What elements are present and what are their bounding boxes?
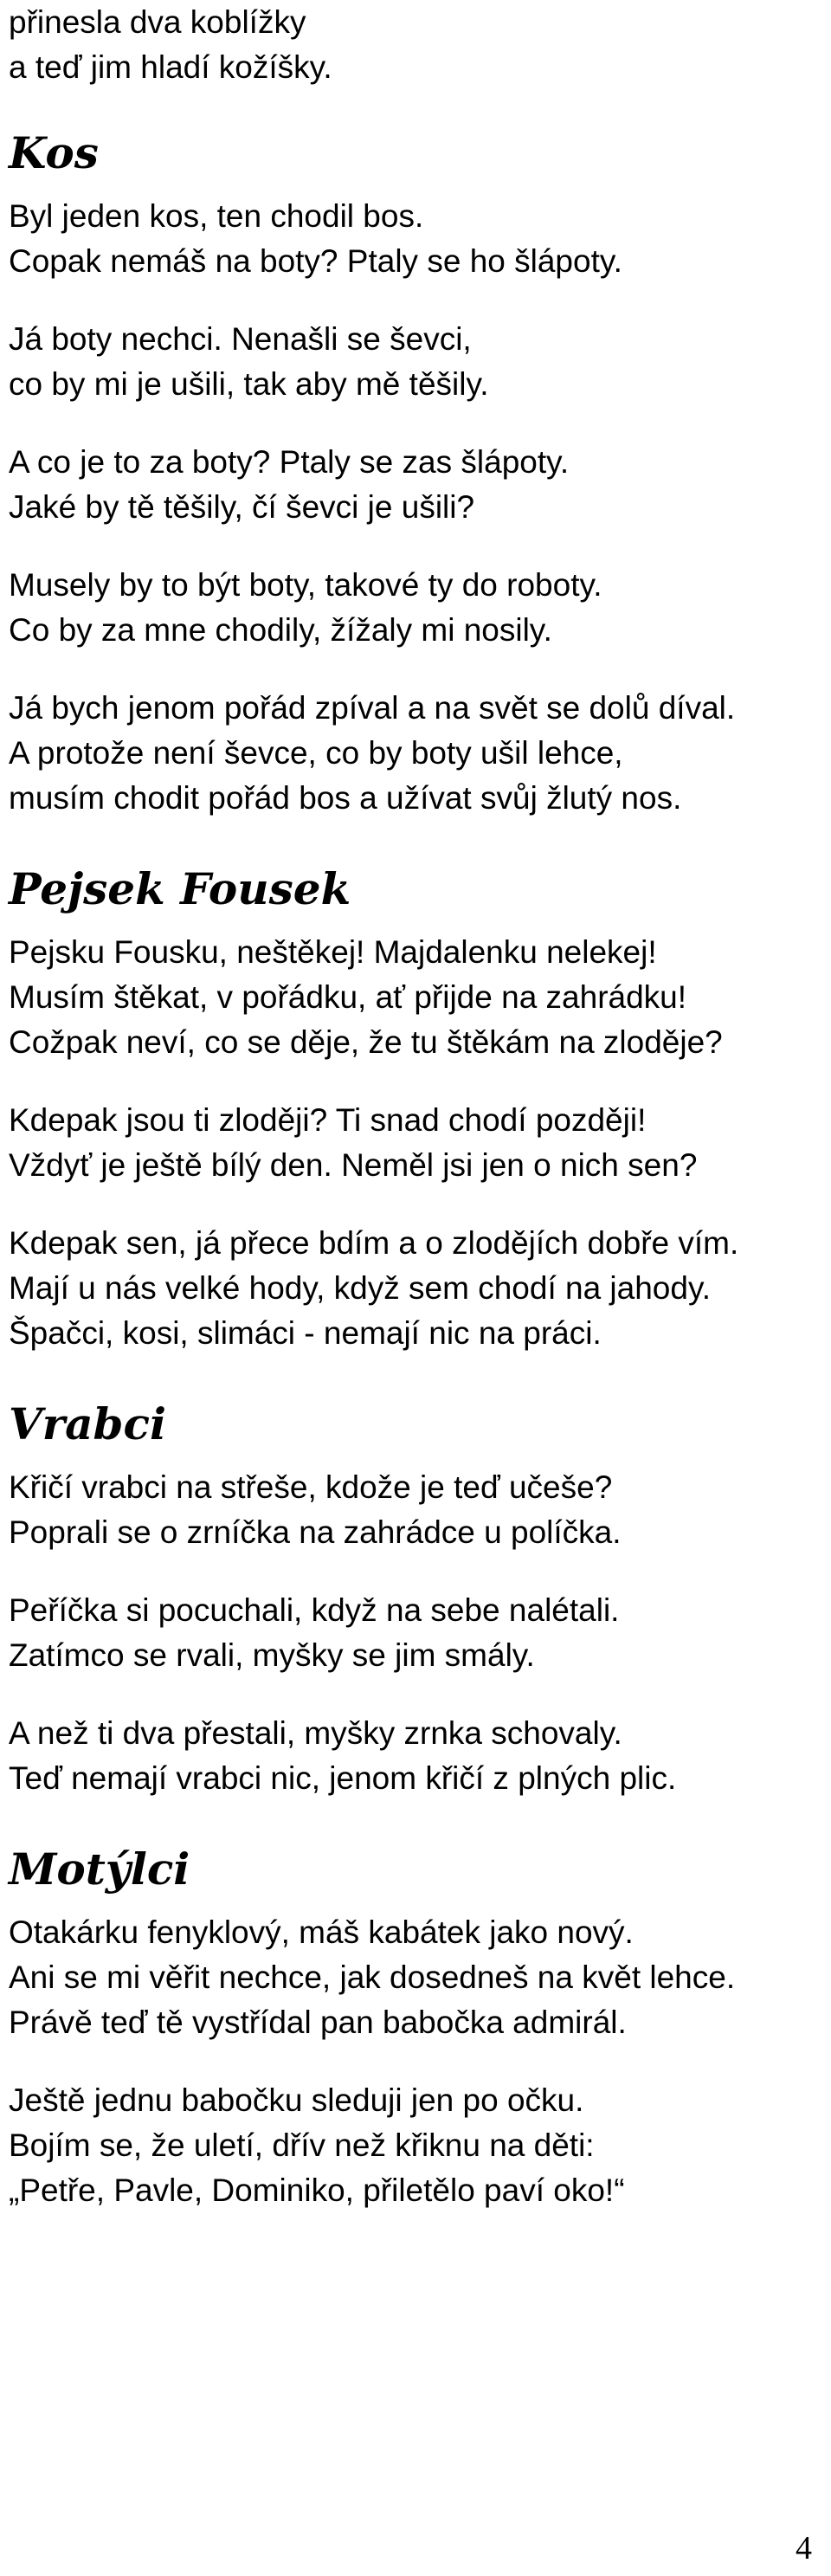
verse-line: Mají u nás velké hody, když sem chodí na jahody. bbox=[9, 1270, 712, 1306]
stanza bbox=[9, 1221, 831, 1356]
verse-line: Špačci, kosi, slimáci - nemají nic na práci. bbox=[9, 1315, 602, 1351]
stanza bbox=[9, 686, 831, 821]
verse-line: Jaké by tě těšily, čí ševci je ušili? bbox=[9, 489, 475, 525]
verse-line: A než ti dva přestali, myšky zrnka schovaly. bbox=[9, 1715, 622, 1751]
verse-line: Poprali se o zrníčka na zahrádce u políčka. bbox=[9, 1514, 622, 1550]
stanza bbox=[9, 1588, 831, 1678]
verse-line: Musely by to být boty, takové ty do roboty. bbox=[9, 567, 602, 603]
stanza bbox=[9, 563, 831, 653]
stanza bbox=[9, 194, 831, 284]
poem-vrabci bbox=[9, 1394, 831, 1801]
verse-line: Kdepak sen, já přece bdím a o zlodějích dobře vím. bbox=[9, 1225, 739, 1261]
verse-line: A protože není ševce, co by boty ušil lehce, bbox=[9, 735, 623, 771]
poem-title: Motýlci bbox=[9, 1843, 190, 1895]
verse-line: Já boty nechci. Nenašli se ševci, bbox=[9, 321, 472, 357]
verse-line: Musím štěkat, v pořádku, ať přijde na zahrádku! bbox=[9, 979, 687, 1015]
verse-line: Byl jeden kos, ten chodil bos. bbox=[9, 198, 424, 234]
poem-kos bbox=[9, 123, 831, 821]
verse-line: Vždyť je ještě bílý den. Neměl jsi jen o nich sen? bbox=[9, 1147, 698, 1183]
stanza bbox=[9, 440, 831, 530]
verse-line: „Petře, Pavle, Dominiko, přiletělo paví oko!“ bbox=[9, 2172, 625, 2208]
verse-line: Ještě jednu babočku sleduji jen po očku. bbox=[9, 2082, 584, 2118]
stanza bbox=[9, 2078, 831, 2213]
verse-line: Co by za mne chodily, žížaly mi nosily. bbox=[9, 612, 552, 648]
verse-line: Já bych jenom pořád zpíval a na svět se dolů díval. bbox=[9, 690, 736, 726]
verse-line: Copak nemáš na boty? Ptaly se ho šlápoty. bbox=[9, 243, 622, 279]
verse-line: Ani se mi věřit nechce, jak dosedneš na květ lehce. bbox=[9, 1959, 736, 1995]
verse-line: Křičí vrabci na střeše, kdože je teď učeše? bbox=[9, 1469, 613, 1505]
intro-stanza bbox=[9, 0, 831, 90]
verse-line: přinesla dva koblížky bbox=[9, 4, 306, 40]
verse-line: Bojím se, že uletí, dřív než křiknu na děti: bbox=[9, 2127, 595, 2163]
stanza bbox=[9, 1711, 831, 1801]
stanza bbox=[9, 1910, 831, 2045]
poem-pejsek-fousek bbox=[9, 859, 831, 1356]
poem-title: Vrabci bbox=[9, 1398, 166, 1449]
stanza bbox=[9, 1465, 831, 1555]
page-number: 4 bbox=[796, 2530, 812, 2566]
verse-line: Cožpak neví, co se děje, že tu štěkám na zloděje? bbox=[9, 1024, 723, 1060]
verse-line: co by mi je ušili, tak aby mě těšily. bbox=[9, 366, 489, 402]
verse-line: Pejsku Fousku, neštěkej! Majdalenku nelekej! bbox=[9, 934, 657, 970]
stanza bbox=[9, 317, 831, 407]
verse-line: Zatímco se rvali, myšky se jim smály. bbox=[9, 1637, 535, 1673]
poem-motylci bbox=[9, 1839, 831, 2213]
stanza bbox=[9, 930, 831, 1065]
poem-title: Pejsek Fousek bbox=[9, 863, 351, 914]
verse-line: Právě teď tě vystřídal pan babočka admirál. bbox=[9, 2005, 627, 2040]
verse-line: a teď jim hladí kožíšky. bbox=[9, 49, 332, 85]
verse-line: Otakárku fenyklový, máš kabátek jako nový. bbox=[9, 1914, 634, 1950]
verse-line: Teď nemají vrabci nic, jenom křičí z plných plic. bbox=[9, 1760, 677, 1796]
verse-line: Peříčka si pocuchali, když na sebe nalétali. bbox=[9, 1592, 620, 1628]
poem-title: Kos bbox=[9, 127, 99, 178]
verse-line: Kdepak jsou ti zloději? Ti snad chodí později! bbox=[9, 1102, 647, 1138]
verse-line: A co je to za boty? Ptaly se zas šlápoty. bbox=[9, 444, 570, 480]
verse-line: musím chodit pořád bos a užívat svůj žlutý nos. bbox=[9, 780, 682, 816]
stanza bbox=[9, 1098, 831, 1188]
